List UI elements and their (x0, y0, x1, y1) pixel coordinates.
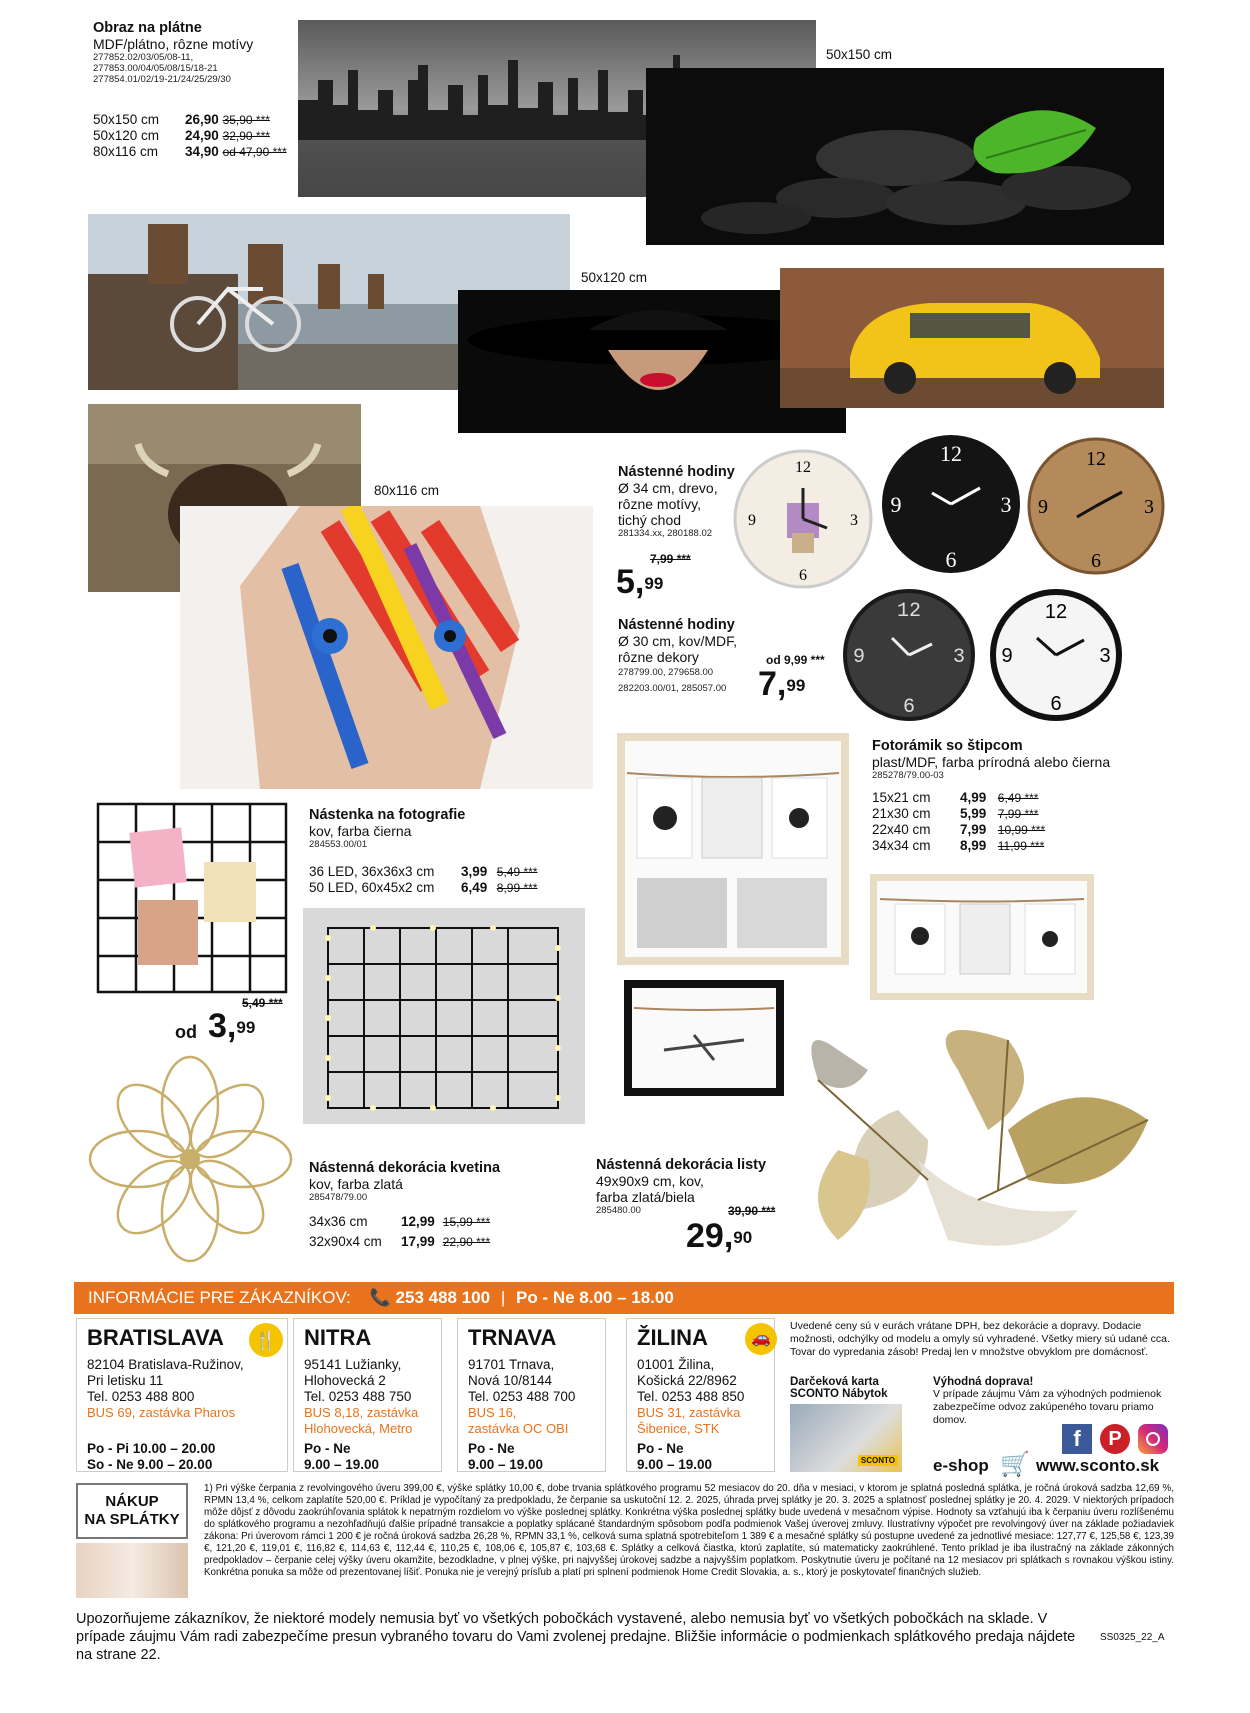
product-title: Nástenná dekorácia kvetina (309, 1160, 501, 1176)
svg-text:12: 12 (1086, 448, 1106, 470)
product-desc: rôzne dekory (618, 649, 699, 665)
svg-text:6: 6 (945, 547, 957, 572)
store-trnava (457, 1318, 606, 1472)
svg-text:3: 3 (850, 512, 858, 529)
sale-price: 5,99 (616, 563, 664, 601)
product-desc: kov, farba čierna (309, 823, 412, 839)
old-price: 7,99 *** (650, 552, 691, 566)
gift-card-logo: SCONTO (858, 1455, 898, 1466)
product-desc: farba zlatá/biela (596, 1189, 695, 1205)
product-code: 281334.xx, 280188.02 (618, 528, 713, 539)
store-address: Hlohovecká 2 (304, 1373, 386, 1388)
photo-frame-small-image (870, 874, 1094, 1000)
canvas-price-list (93, 112, 293, 160)
info-label: INFORMÁCIE PRE ZÁKAZNÍKOV: (88, 1288, 351, 1307)
price-row: 80x116 cm 34,90 od 47,90 *** (93, 144, 287, 159)
store-name: TRNAVA (468, 1325, 557, 1350)
svg-text:6: 6 (1050, 693, 1062, 715)
price-row: 34x36 cm 12,99 15,99 *** (309, 1214, 491, 1229)
product-desc: rôzne motívy, (618, 496, 701, 512)
store-phone: Tel. 0253 488 800 (87, 1389, 195, 1404)
clock2-info (618, 617, 778, 694)
store-bus: Hlohovecká, Metro (304, 1421, 413, 1436)
store-name: ŽILINA (637, 1325, 708, 1350)
price-row: 21x30 cm 5,99 7,99 *** (872, 806, 1039, 821)
product-code: 277854.01/02/19-21/24/25/29/30 (93, 74, 231, 85)
facebook-icon[interactable]: f (1062, 1424, 1092, 1454)
frame-info (872, 738, 1172, 781)
cart-icon: 🛒 (1000, 1451, 1030, 1478)
svg-text:12: 12 (896, 600, 922, 623)
product-title: Nástenné hodiny (618, 464, 735, 480)
price-row: 22x40 cm 7,99 10,99 *** (872, 822, 1046, 837)
store-bus: zastávka OC OBI (468, 1421, 569, 1436)
photo-frame-black-image (624, 980, 784, 1096)
product-desc: 49x90x9 cm, kov, (596, 1173, 704, 1189)
svg-text:12: 12 (940, 441, 962, 466)
store-address: Pri letisku 11 (87, 1373, 164, 1388)
product-title: Nástenka na fotografie (309, 807, 466, 823)
size-label: 80x116 cm (374, 483, 440, 498)
grey-clock-image (842, 588, 976, 722)
transport-info (933, 1376, 1173, 1427)
store-address: 82104 Bratislava-Ružinov, (87, 1357, 244, 1372)
flower-info (309, 1160, 569, 1203)
store-hours: 9.00 – 19.00 (304, 1457, 380, 1472)
gift-card-image (790, 1404, 902, 1472)
store-zilina (626, 1318, 775, 1472)
gold-flower-decoration-image (88, 1055, 293, 1263)
customer-info-bar: INFORMÁCIE PRE ZÁKAZNÍKOV: 📞 253 488 100 | Po - Ne 8.00 – 18.00 (74, 1282, 1174, 1314)
store-hours: 9.00 – 19.00 (637, 1457, 713, 1472)
price-notice: Uvedené ceny sú v eurách vrátane DPH, bez dekorácie a dopravy. Dodacie možnosti, odchýlky od modelu a omyly sú vyhradené. Všetky miery sú udané cca. Tovar do vypredania zásob! Predaj len v množstve obvyklom pre domácnosť. (790, 1320, 1170, 1358)
gold-leaves-decoration-image (778, 1010, 1168, 1260)
product-desc: kov, farba zlatá (309, 1176, 403, 1192)
product-desc: MDF/plátno, rôzne motívy (93, 36, 254, 52)
store-hours: 9.00 – 19.00 (468, 1457, 544, 1472)
frame-price-list (872, 790, 1172, 854)
svg-text:6: 6 (1091, 550, 1101, 572)
footer-code: SS0325_22_A (1100, 1632, 1165, 1643)
store-bus: Šibenice, STK (637, 1421, 720, 1436)
store-nitra (293, 1318, 442, 1472)
product-code: 277852.02/03/05/08-11, (93, 52, 194, 63)
installment-text: 1) Pri výške čerpania z revolvingového úveru 399,00 €, výške splátky 10,00 €, dobe trvania splátkového programu 52 mesiacov do 20. dňa v mesiaci, v ktorom je splatná posledná splátka, je ročná úroková sadzba 12,69 %, RPMN 13,4 %, celkom zaplatíte 520,00 €. Príklad je vypočítaný za predpokladu, že čerpanie sa uskutoční 12. 2. 2025, úhrada prvej splátky je 20. 3. 2025 a splatnosť poslednej splátky je 20. 4. 2029. V niektorých prípadoch môže dôjsť z dôvodu zaokrúhľovania splátok k nepatrným rozdielom vo výške poslednej splátky. Konkrétna výška poslednej splátky bude uvedená v mesačnom výpise. Hodnoty sa vzťahujú iba k čerpaniu úveru rozlíšenému do splátkového programu a nezohľadňujú ďalšie prípadné transakcie a poplatky splácané štandardným spôsobom podľa podmienok Vašej úverovej zmluvy. Ilustratívny výpočet pre revolvingový úver na základe požiadaviek zákona: Pri úverovom rámci 1 200 € je ročná úroková sadzba 26,28 %, RPMN 33,1 %, celková suma splatná spotrebiteľom 1 389 € a mesačné splátky sú postupne uvedené za jednotlivé mesiace: 127,77 €, 125,58 €, 123,39 €, 121,20 €, 119,01 €, 116,82 €, 114,63 €, 112,44 €, 110,25 €, 108,06 €, 105,87 €, 103,68 €. Splátky a celková čiastka, ktorú zaplatíte, sú matematicky zaokrúhlené. Tento príklad je iba ilustračný na základe zákonných predpokladov – čerpanie celej výšky úveru okamžite, bezodkladne, v plnej výške, pri najvyššej úrokovej sadzbe a najvyšším poplatkom. Poskytnutie úveru je počítané na 12 mesiacov pri splátkach s rovnakou výškou istiny. Konkrétna ponuka sa môže od prezentovanej líšiť. Ponuka nie je verejný prísľub a platí pri splnení podmienok Home Credit Slovakia, a. s., ktorý je poskytovateľ finančných služieb. (204, 1483, 1174, 1578)
store-phone: Tel. 0253 488 700 (468, 1389, 576, 1404)
svg-text:9: 9 (1038, 496, 1048, 518)
product-desc: Ø 30 cm, kov/MDF, (618, 633, 738, 649)
photo-board-image (94, 800, 290, 996)
product-code: 278799.00, 279658.00 (618, 667, 714, 678)
sale-price: 3,99 (208, 1007, 256, 1045)
transport-title: Výhodná doprava! (933, 1376, 1034, 1388)
gift-title: Darčeková karta (790, 1376, 879, 1388)
size-label: 50x150 cm (826, 47, 893, 62)
store-phone: Tel. 0253 488 750 (304, 1389, 412, 1404)
board-price-list (309, 864, 569, 896)
svg-text:3: 3 (1144, 496, 1154, 518)
product-code: 285278/79.00-03 (872, 770, 944, 781)
store-bratislava (76, 1318, 288, 1472)
installment-badge (76, 1483, 188, 1539)
wooden-clock-image (1027, 437, 1165, 575)
instagram-icon[interactable] (1138, 1424, 1168, 1454)
info-hours: Po - Ne 8.00 – 18.00 (515, 1288, 674, 1307)
store-bus: BUS 8,18, zastávka (304, 1405, 419, 1420)
car-icon: 🚗 (745, 1323, 777, 1355)
svg-text:9: 9 (852, 646, 866, 669)
store-address: 01001 Žilina, (637, 1357, 715, 1372)
product-code: 285478/79.00 (309, 1192, 368, 1203)
product-code: 285480.00 (596, 1205, 641, 1216)
eshop-label: e-shop (933, 1456, 989, 1475)
svg-text:6: 6 (902, 696, 916, 719)
footer-note: Upozorňujeme zákazníkov, že niektoré modely nemusia byť vo všetkých pobočkách vystavené, alebo nemusia byť vo všetkých pobočkách na sklade. V prípade záujmu Vám radi zabezpečíme presun vybraného tovaru do Vami zvolenej predajne. Bližšie informácie o podmienkach splátkového predaja nájdete na strane 22. (76, 1611, 1076, 1663)
from-label: od (175, 1022, 197, 1042)
price-row: 34x34 cm 8,99 11,99 *** (872, 838, 1045, 853)
store-name: NITRA (304, 1325, 372, 1350)
white-clock-image (989, 588, 1123, 722)
eshop-url[interactable]: www.sconto.sk (1036, 1456, 1160, 1475)
old-price: 39,90 *** (728, 1204, 776, 1218)
svg-text:12: 12 (795, 459, 811, 476)
store-bus: BUS 16, (468, 1405, 517, 1420)
product-code: 282203.00/01, 285057.00 (618, 683, 727, 694)
led-grid-board-image (303, 908, 585, 1124)
sale-price: 29,90 (686, 1217, 753, 1255)
old-price: 5,49 *** (242, 996, 283, 1010)
product-code: 277853.00/04/05/08/15/18-21 (93, 63, 218, 74)
family-photo-image (76, 1543, 188, 1598)
product-desc: tichý chod (618, 512, 682, 528)
store-bus: BUS 31, zastávka (637, 1405, 741, 1420)
svg-text:3: 3 (952, 646, 966, 669)
product-code: 284553.00/01 (309, 839, 368, 850)
svg-text:9: 9 (748, 512, 756, 529)
store-phone: Tel. 0253 488 850 (637, 1389, 745, 1404)
flower-price-list (309, 1212, 569, 1252)
transport-text: V prípade záujmu Vám za výhodných podmienok zabezpečíme odvoz zakúpeného tovaru priamo domov. (933, 1388, 1162, 1426)
pinterest-icon[interactable]: P (1100, 1424, 1130, 1454)
price-row: 50x120 cm 24,90 32,90 *** (93, 128, 270, 143)
painted-face-canvas-image (180, 506, 593, 789)
lavender-clock-image (732, 448, 874, 590)
size-label: 50x120 cm (581, 270, 648, 285)
store-hours: So - Ne 9.00 – 20.00 (87, 1457, 213, 1472)
store-address: 91701 Trnava, (468, 1357, 555, 1372)
price-row: 50x150 cm 26,90 35,90 *** (93, 112, 270, 127)
product-title: Obraz na plátne (93, 20, 202, 36)
info-phone[interactable]: 253 488 100 (395, 1288, 491, 1307)
store-name: BRATISLAVA (87, 1325, 224, 1350)
restaurant-icon: 🍴 (249, 1323, 283, 1357)
price-row: 15x21 cm 4,99 6,49 *** (872, 790, 1039, 805)
yellow-car-canvas-image (780, 268, 1164, 408)
canvas-info (93, 20, 293, 85)
product-desc: Ø 34 cm, drevo, (618, 480, 718, 496)
sale-price: 7,99 (758, 665, 806, 703)
store-hours: Po - Pi 10.00 – 20.00 (87, 1441, 216, 1456)
product-title: Nástenná dekorácia listy (596, 1157, 767, 1173)
product-title: Fotorámik so štipcom (872, 738, 1023, 754)
gift-sub: SCONTO Nábytok (790, 1388, 888, 1400)
store-address: Košická 22/8962 (637, 1373, 737, 1388)
svg-text:12: 12 (1044, 601, 1068, 623)
product-title: Nástenné hodiny (618, 617, 735, 633)
old-price: od 9,99 *** (766, 653, 825, 667)
store-hours: Po - Ne (304, 1441, 351, 1456)
svg-text:9: 9 (1001, 645, 1013, 667)
store-address: 95141 Lužianky, (304, 1357, 402, 1372)
store-address: Nová 10/8144 (468, 1373, 553, 1388)
price-row: 36 LED, 36x36x3 cm 3,99 5,49 *** (309, 864, 538, 879)
gift-card (790, 1376, 930, 1472)
board-info (309, 807, 559, 850)
store-hours: Po - Ne (637, 1441, 684, 1456)
price-row: 50 LED, 60x45x2 cm 6,49 8,99 *** (309, 880, 538, 895)
black-clock-image (880, 433, 1022, 575)
store-hours: Po - Ne (468, 1441, 515, 1456)
svg-text:3: 3 (1000, 492, 1012, 517)
svg-text:9: 9 (890, 492, 902, 517)
svg-text:6: 6 (799, 567, 807, 584)
phone-icon: 📞 (369, 1288, 391, 1307)
installment-label: NA SPLÁTKY (84, 1511, 180, 1528)
product-desc: plast/MDF, farba prírodná alebo čierna (872, 754, 1111, 770)
photo-frame-large-image (617, 733, 849, 965)
svg-text:3: 3 (1099, 645, 1111, 667)
price-row: 32x90x4 cm 17,99 22,90 *** (309, 1234, 491, 1249)
installment-label: NÁKUP (105, 1493, 159, 1510)
store-bus: BUS 69, zastávka Pharos (87, 1405, 236, 1420)
zen-stones-canvas-image (646, 68, 1164, 245)
